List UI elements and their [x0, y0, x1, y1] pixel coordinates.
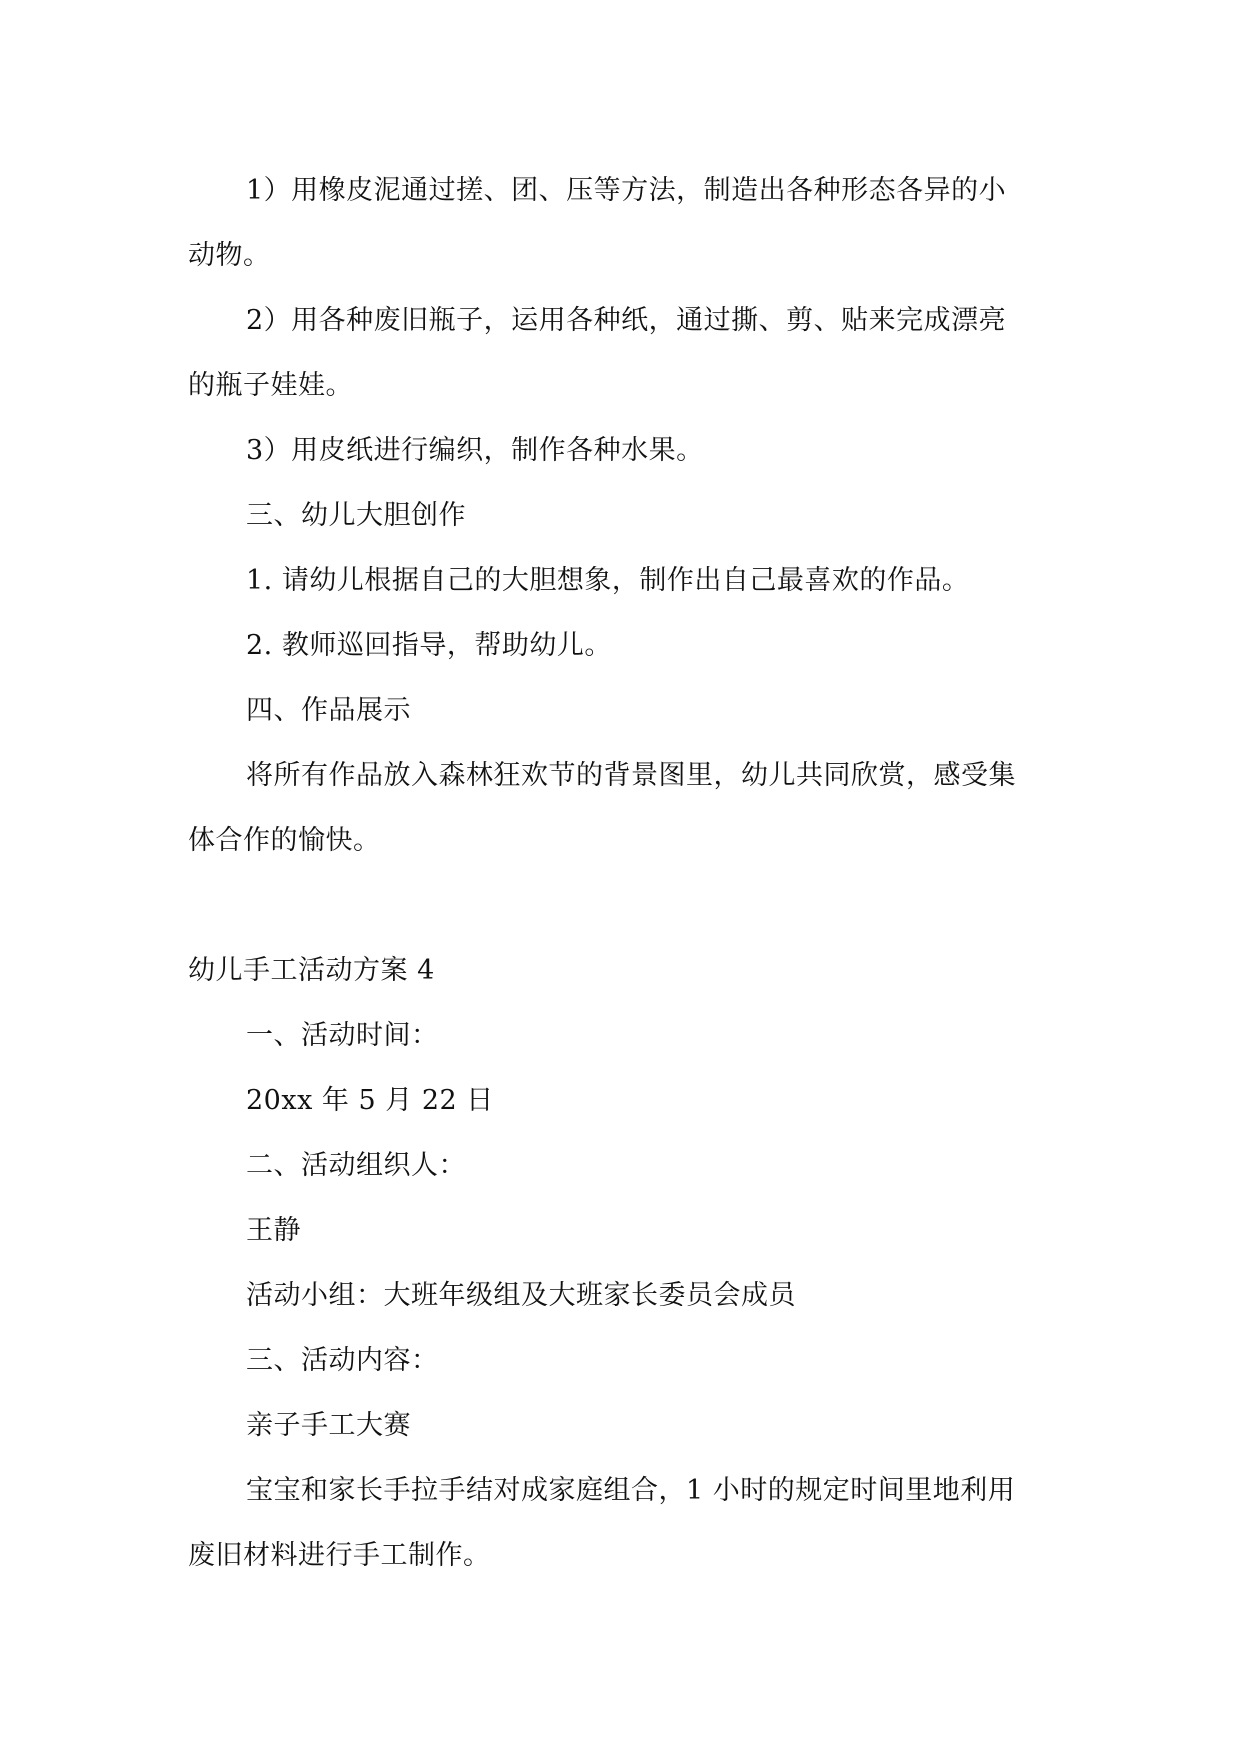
paragraph-line: 1）用橡皮泥通过搓、团、压等方法，制造出各种形态各异的小	[246, 175, 1007, 206]
paragraph-line: 王静	[246, 1215, 301, 1246]
paragraph-line: 亲子手工大赛	[246, 1410, 411, 1441]
section-heading: 四、作品展示	[246, 695, 411, 726]
section-heading: 二、活动组织人：	[246, 1150, 466, 1181]
document-title: 幼儿手工活动方案 4	[188, 955, 435, 986]
paragraph-line: 2）用各种废旧瓶子，运用各种纸，通过撕、剪、贴来完成漂亮	[246, 305, 1007, 336]
paragraph-line: 的瓶子娃娃。	[188, 370, 353, 401]
paragraph-line: 废旧材料进行手工制作。	[188, 1540, 491, 1571]
paragraph-line: 将所有作品放入森林狂欢节的背景图里，幼儿共同欣赏，感受集	[246, 760, 1016, 791]
section-heading: 一、活动时间：	[246, 1020, 439, 1051]
paragraph-line: 活动小组：大班年级组及大班家长委员会成员	[246, 1280, 796, 1311]
section-heading: 三、幼儿大胆创作	[246, 500, 466, 531]
paragraph-line: 宝宝和家长手拉手结对成家庭组合，1 小时的规定时间里地利用	[246, 1475, 1016, 1506]
section-heading: 三、活动内容：	[246, 1345, 439, 1376]
paragraph-line: 体合作的愉快。	[188, 825, 381, 856]
blank-spacer	[188, 873, 1060, 938]
paragraph-line: 20xx 年 5 月 22 日	[246, 1085, 494, 1116]
paragraph-line: 2. 教师巡回指导，帮助幼儿。	[246, 630, 612, 661]
paragraph-line: 动物。	[188, 240, 271, 271]
paragraph-line: 3）用皮纸进行编织，制作各种水果。	[246, 435, 704, 466]
paragraph-line: 1. 请幼儿根据自己的大胆想象，制作出自己最喜欢的作品。	[246, 565, 970, 596]
document-body	[188, 158, 1060, 1588]
